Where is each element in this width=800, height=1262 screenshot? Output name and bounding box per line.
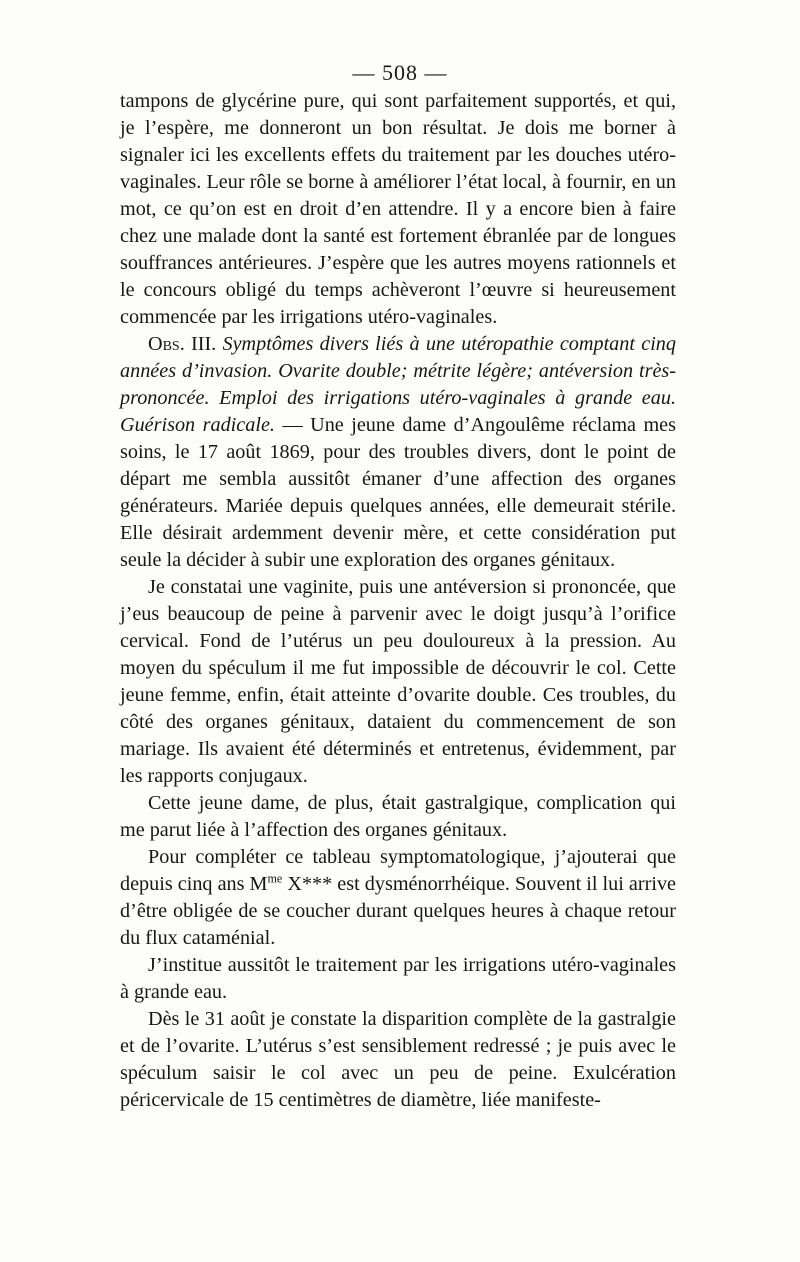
- observation-body: — Une jeune dame d’Angoulême réclama mes soins, le 17 août 1869, pour des troubles divers, dont le point de départ me sembla aussitôt émaner d’une affection des organes générateurs. Mariée depuis quelques années, elle demeurait stérile. Elle désirait ardemment devenir mère, et cette considération put seule la décider à subir une exploration des organes génitaux.: [120, 414, 676, 571]
- observation-paragraph: [120, 331, 676, 574]
- paragraph-6: J’institue aussitôt le traitement par les irrigations utéro-vaginales à grande eau.: [120, 954, 676, 1003]
- page-number: — 508 —: [352, 60, 448, 85]
- body-text: [120, 88, 676, 1114]
- paragraph-5-start: Pour compléter ce tableau symptomatologique, j’ajouterai que depuis cinq ans M: [120, 846, 676, 895]
- paragraph-5: [120, 844, 676, 952]
- observation-title: Symptômes divers liés à une utéropathie comptant cinq années d’invasion. Ovarite double; métrite légère; antéversion très-prononcée. Emploi des irrigations utéro-vaginales à grande eau. Guérison radicale.: [120, 333, 676, 436]
- paragraph-4: Cette jeune dame, de plus, était gastralgique, complication qui me parut liée à l’affection des organes génitaux.: [120, 792, 676, 841]
- paragraph-3: Je constatai une vaginite, puis une antéversion si prononcée, que j’eus beaucoup de peine à parvenir avec le doigt jusqu’à l’orifice cervical. Fond de l’utérus un peu douloureux à la pression. Au moyen du spéculum il me fut impossible de découvrir le col. Cette jeune femme, enfin, était atteinte d’ovarite double. Ces troubles, du côté des organes génitaux, dataient du commencement de son mariage. Ils avaient été déterminés et entretenus, évidemment, par les rapports conjugaux.: [120, 576, 676, 787]
- observation-label: Obs. III.: [148, 333, 217, 355]
- paragraph-5-end: X*** est dysménorrhéique. Souvent il lui arrive d’être obligée de se coucher durant quelques heures à chaque retour du flux cataménial.: [120, 873, 676, 949]
- paragraph-5-superscript: me: [267, 871, 283, 886]
- paragraph-1: tampons de glycérine pure, qui sont parfaitement supportés, et qui, je l’espère, me donneront un bon résultat. Je dois me borner à signaler ici les excellents effets du traitement par les douches utéro-vaginales. Leur rôle se borne à améliorer l’état local, à fournir, en un mot, ce qu’on est en droit d’en attendre. Il y a encore bien à faire chez une malade dont la santé est fortement ébranlée par de longues souffrances antérieures. J’espère que les autres moyens rationnels et le concours obligé du temps achèveront l’œuvre si heureusement commencée par les irrigations utéro-vaginales.: [120, 90, 676, 328]
- paragraph-7: Dès le 31 août je constate la disparition complète de la gastralgie et de l’ovarite. L’utérus s’est sensiblement redressé ; je puis avec le spéculum saisir le col avec un peu de peine. Exulcération péricervicale de 15 centimètres de diamètre, liée manifeste-: [120, 1008, 676, 1111]
